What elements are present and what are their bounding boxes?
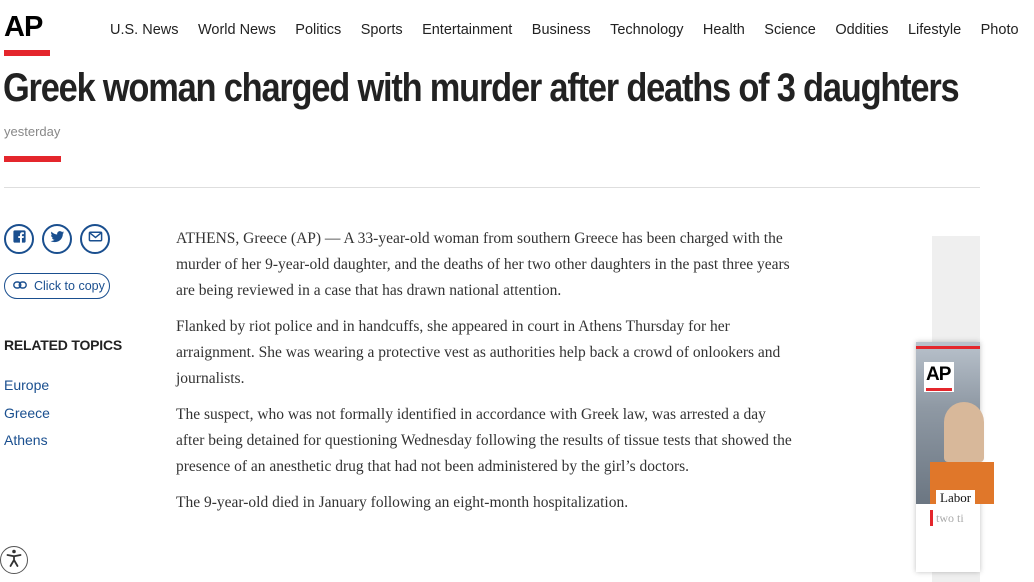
nav-item-photo[interactable]: Photo <box>980 22 1019 38</box>
article-paragraph: The suspect, who was not formally identified in accordance with Greek law, was arrested a day after being detained for questioning Wednesday following the results of tissue tests that showed the presence of an anesthetic drug that had not been administered by the girl’s doctors. <box>176 406 792 475</box>
related-story-title: Labor <box>936 490 975 506</box>
article-paragraph: ATHENS, Greece (AP) — A 33-year-old woman from southern Greece has been charged with the murder of her 9-year-old daughter, and the deaths of her two other daughters in the past three years are being reviewed in a case that has drawn national attention. <box>176 230 790 299</box>
related-topics-list <box>4 372 50 455</box>
nav-item-entertainment[interactable]: Entertainment <box>422 22 513 38</box>
article-headline: Greek woman charged with murder after deaths of 3 daughters <box>3 66 959 110</box>
twitter-icon <box>50 229 65 249</box>
copy-link-button[interactable] <box>4 273 110 299</box>
nav-item-politics[interactable]: Politics <box>295 22 342 38</box>
related-topic-athens[interactable]: Athens <box>4 432 48 448</box>
nav-item-health[interactable]: Health <box>702 22 745 38</box>
share-email-button[interactable] <box>80 224 110 254</box>
article-body <box>176 226 796 526</box>
share-twitter-button[interactable] <box>42 224 72 254</box>
email-icon <box>88 229 103 249</box>
nav-item-us-news[interactable]: U.S. News <box>110 22 179 38</box>
related-story-subtitle: two ti <box>936 511 964 525</box>
card-ap-logo-text: AP <box>926 364 951 385</box>
nav-item-technology[interactable]: Technology <box>610 22 684 38</box>
copy-link-label: Click to copy <box>34 279 105 293</box>
related-topic-greece[interactable]: Greece <box>4 404 50 421</box>
nav-item-sports[interactable]: Sports <box>360 22 403 38</box>
nav-item-lifestyle[interactable]: Lifestyle <box>907 22 962 38</box>
card-ap-logo <box>924 362 954 392</box>
accessibility-button[interactable] <box>0 546 28 574</box>
image-person <box>944 402 984 462</box>
accent-bar <box>4 156 61 162</box>
article-timestamp: yesterday <box>4 124 61 139</box>
nav-item-science[interactable]: Science <box>764 22 816 38</box>
nav-item-oddities[interactable]: Oddities <box>835 22 889 38</box>
nav-item-business[interactable]: Business <box>531 22 591 38</box>
ap-logo-underline <box>4 50 50 56</box>
ap-logo[interactable] <box>4 10 52 56</box>
accessibility-icon <box>4 548 24 573</box>
card-ap-logo-underline <box>926 388 952 391</box>
link-icon <box>13 277 34 295</box>
related-topics-heading: RELATED TOPICS <box>4 337 123 353</box>
share-facebook-button[interactable] <box>4 224 34 254</box>
related-topic-europe[interactable]: Europe <box>4 377 50 393</box>
ap-logo-text: AP <box>4 11 43 43</box>
article-paragraph: The 9-year-old died in January following an eight-month hospitalization. <box>176 494 629 511</box>
top-navigation-bar <box>0 0 1019 60</box>
related-story-card[interactable] <box>916 342 980 572</box>
article-paragraph: Flanked by riot police and in handcuffs, she appeared in court in Athens Thursday for her arraignment. She was wearing a protective vest as authorities help back a crowd of onlookers and journalists. <box>176 318 781 387</box>
related-story-red-bar <box>930 510 933 526</box>
image-red-stripe <box>916 346 980 349</box>
section-nav <box>110 20 1034 42</box>
facebook-icon <box>12 229 27 249</box>
header-divider <box>4 187 980 188</box>
nav-item-world-news[interactable]: World News <box>197 22 276 38</box>
